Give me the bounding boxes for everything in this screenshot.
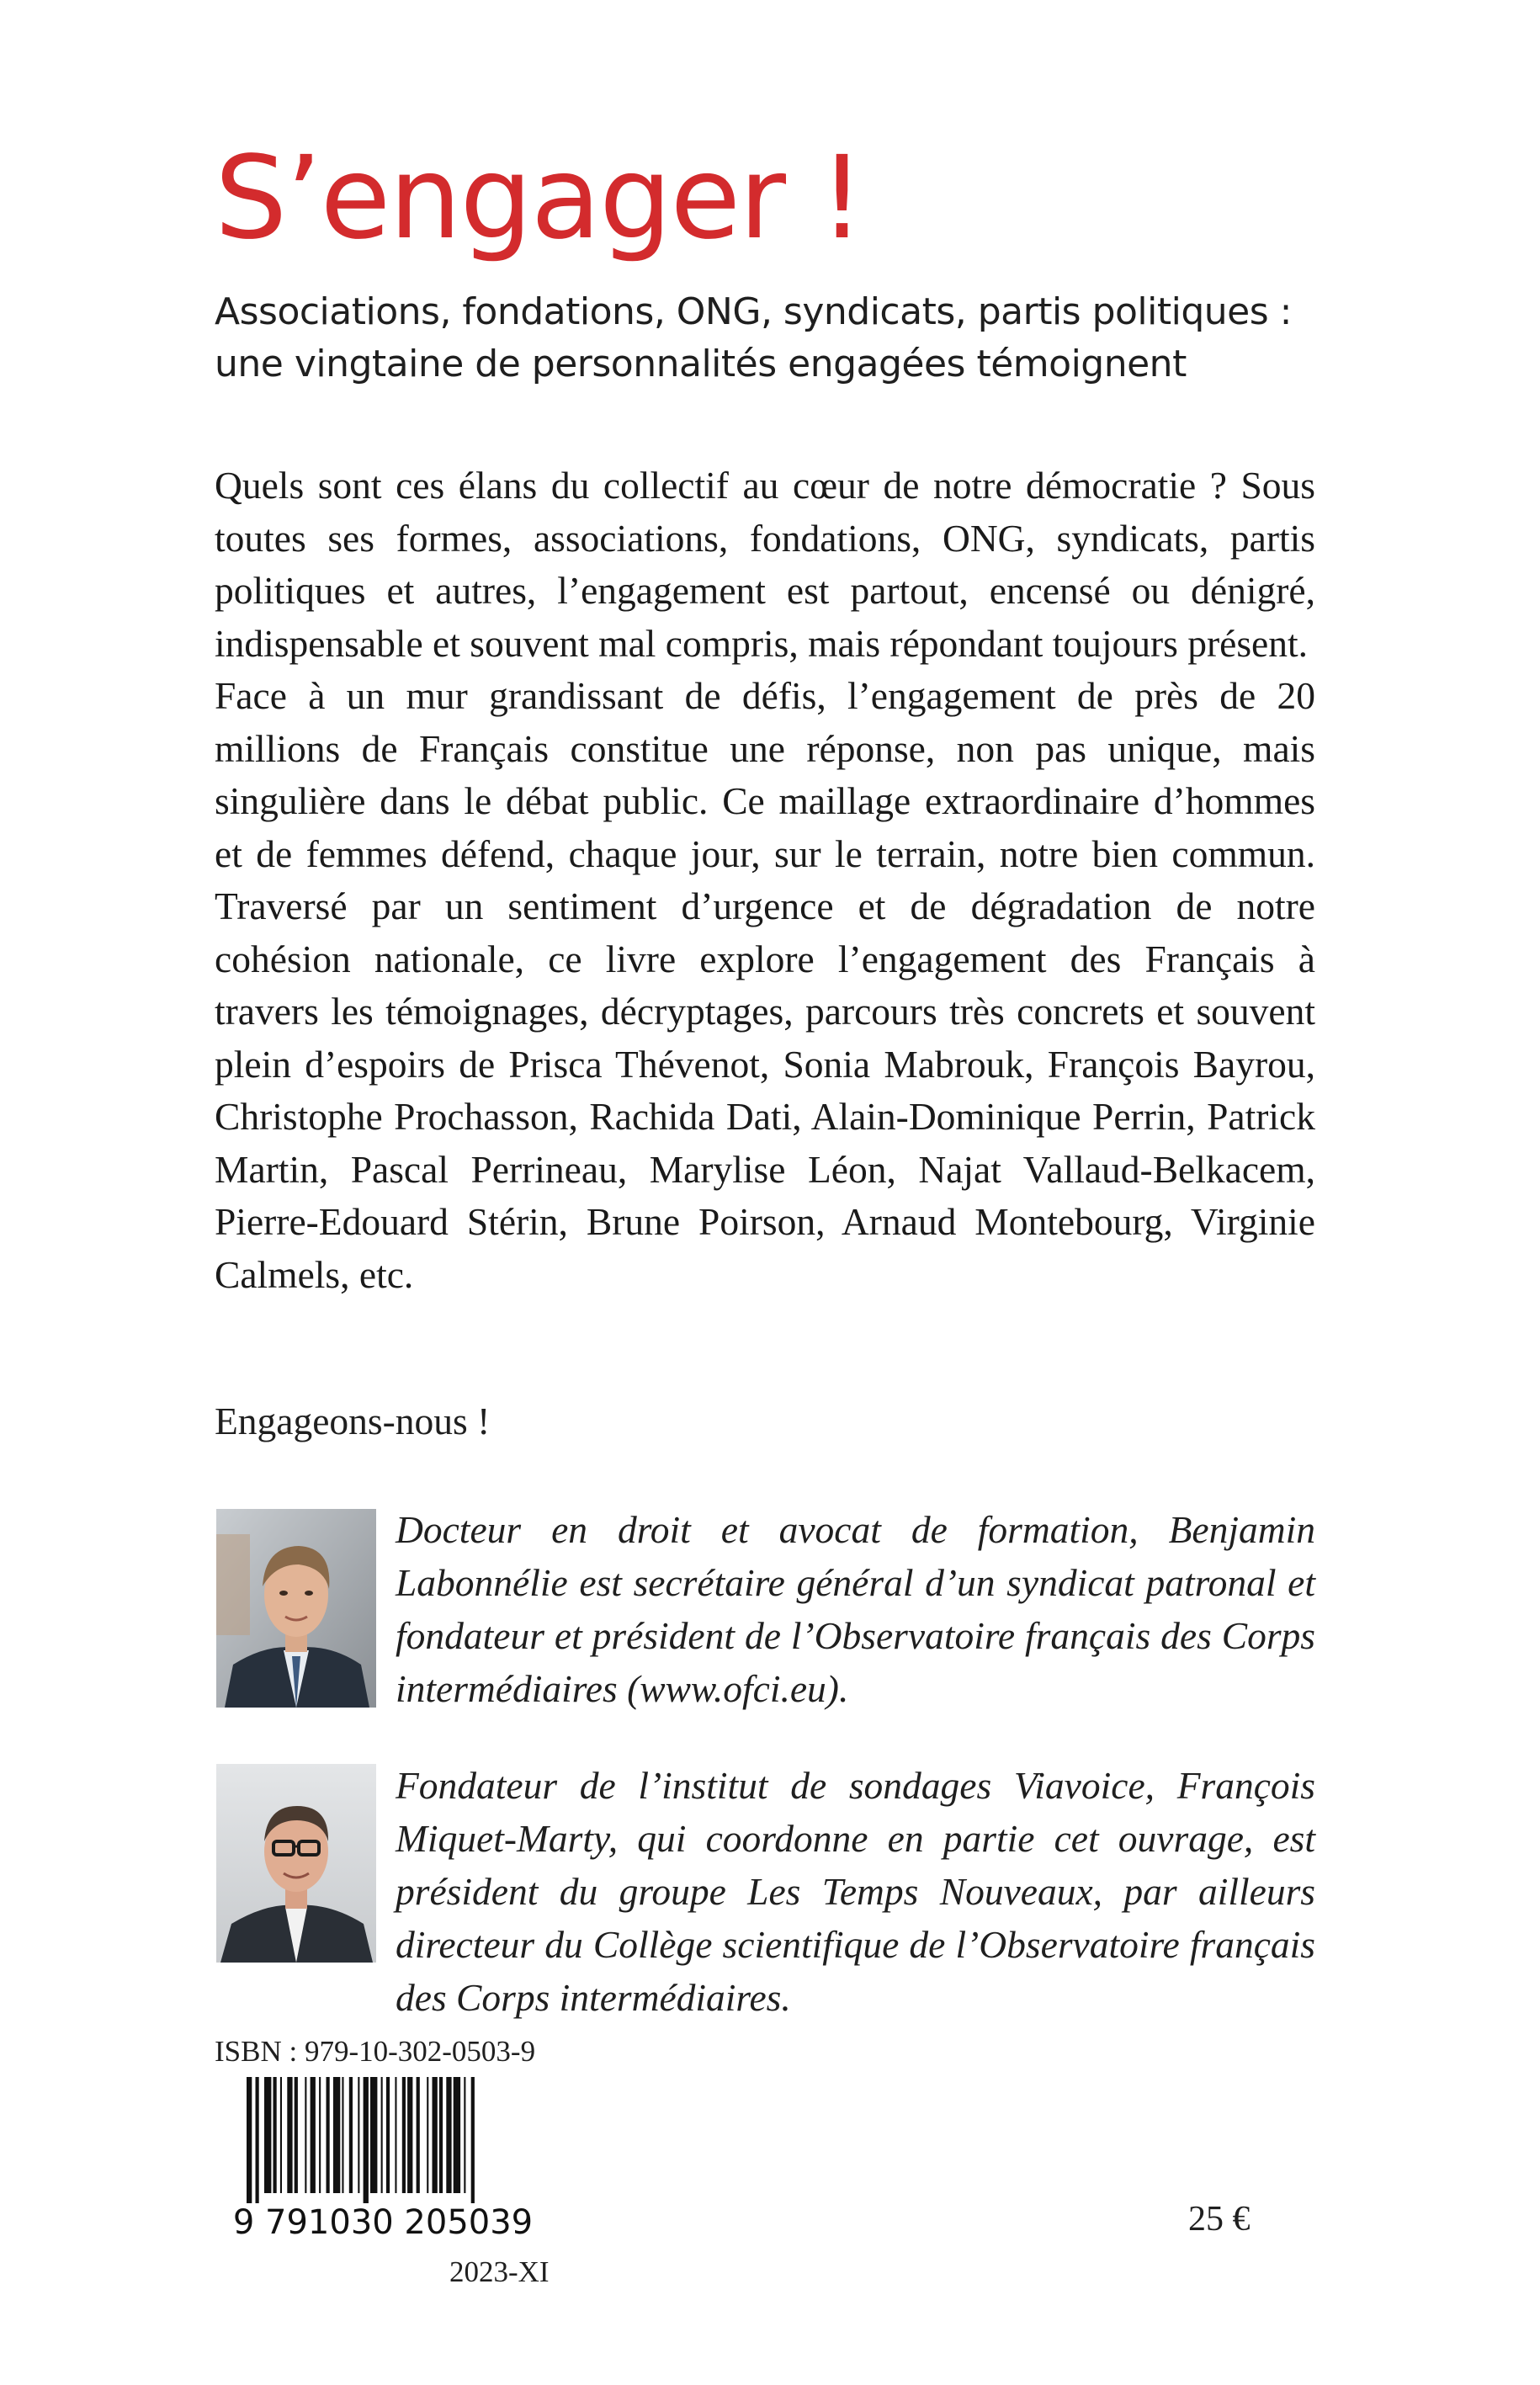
barcode-bar — [402, 2077, 406, 2193]
barcode-bar — [370, 2077, 377, 2193]
edition-code: 2023-XI — [449, 2255, 550, 2288]
barcode-bar — [454, 2077, 460, 2193]
blurb-paragraph-1: Quels sont ces élans du collectif au cœur de notre démocratie ? Sous toutes ses formes, associations, fondations, ONG, syndicats, partis politiques et autres, l’engagement est partout, encensé ou dénigré, indispensable et souvent mal compris, mais répondant toujours présent. — [215, 464, 1315, 665]
barcode-bar — [349, 2077, 353, 2193]
barcode-bar — [311, 2077, 316, 2193]
back-cover-blurb — [215, 459, 1315, 1301]
barcode-bar — [358, 2077, 359, 2193]
author-bio-2: Fondateur de l’institut de sondages Viavoice, François Miquet-Marty, qui coordonne en partie cet ouvrage, est président du groupe Les Temps Nouveaux, par ailleurs directeur du Collège scientifique de l’Observatoire français des Corps intermédiaires. — [396, 1764, 1315, 2019]
barcode-bar — [305, 2077, 306, 2193]
barcode-bar — [264, 2077, 271, 2193]
barcode-bar — [295, 2077, 298, 2193]
author-photo-2 — [216, 1764, 376, 1963]
blurb-paragraph-2: Face à un mur grandissant de défis, l’engagement de près de 20 millions de Français constitue une réponse, non pas unique, mais singulière dans le débat public. Ce maillage extraordinaire d’hommes et de femmes défend, chaque jour, sur le terrain, notre bien commun. Traversé par un sentiment d’urgence et de dégradation de notre cohésion nationale, ce livre explore l’engagement des Français à travers les témoignages, décryptages, parcours très concrets et souvent plein d’espoirs de Prisca Thévenot, Sonia Mabrouk, François Bayrou, Christophe Prochasson, Rachida Dati, Alain-Dominique Perrin, Patrick Martin, Pascal Perrineau, Marylise Léon, Najat Vallaud-Belkacem, Pierre-Edouard Stérin, Brune Poirson, Arnaud Montebourg, Virginie Calmels, etc. — [215, 674, 1315, 1296]
barcode-bar — [407, 2077, 412, 2193]
author-photo-1 — [216, 1509, 376, 1708]
barcode-bar — [471, 2077, 475, 2203]
barcode-bar — [247, 2077, 252, 2203]
barcode-bar — [386, 2077, 390, 2193]
price: 25 € — [1188, 2200, 1251, 2239]
isbn: ISBN : 979-10-302-0503-9 — [215, 2035, 536, 2068]
barcode-bar — [433, 2077, 438, 2193]
barcode-bar — [464, 2077, 465, 2193]
barcode-bar — [381, 2077, 383, 2193]
author-bio-1: Docteur en droit et avocat de formation, Benjamin Labonnélie est secrétaire général d’un syndicat patronal et fondateur et président de l’Observatoire français des Corps intermédiaires (www.ofci.eu). — [396, 1508, 1315, 1710]
book-title: S’engager ! — [215, 132, 863, 265]
barcode-bar — [256, 2077, 259, 2203]
barcode-bar — [280, 2077, 282, 2193]
barcode-bar — [427, 2077, 428, 2193]
subtitle-line-2: une vingtaine de personnalités engagées témoignent — [215, 343, 1187, 385]
barcode-bar — [327, 2077, 330, 2193]
barcode-bar — [319, 2077, 321, 2193]
closing-line: Engageons-nous ! — [215, 1400, 491, 1442]
barcode-bar — [439, 2077, 443, 2193]
barcode — [215, 2077, 551, 2245]
barcode-bar — [287, 2077, 292, 2193]
book-subtitle — [215, 286, 1359, 390]
barcode-digits: 9 791030 205039 — [232, 2203, 534, 2242]
barcode-bar — [333, 2077, 340, 2193]
barcode-bar — [342, 2077, 343, 2193]
barcode-bar — [273, 2077, 277, 2193]
subtitle-line-1: Associations, fondations, ONG, syndicats, partis politiques : — [215, 290, 1292, 333]
barcode-bar — [395, 2077, 396, 2193]
barcode-bar — [417, 2077, 420, 2193]
barcode-bar — [364, 2077, 369, 2203]
barcode-bar — [446, 2077, 451, 2193]
